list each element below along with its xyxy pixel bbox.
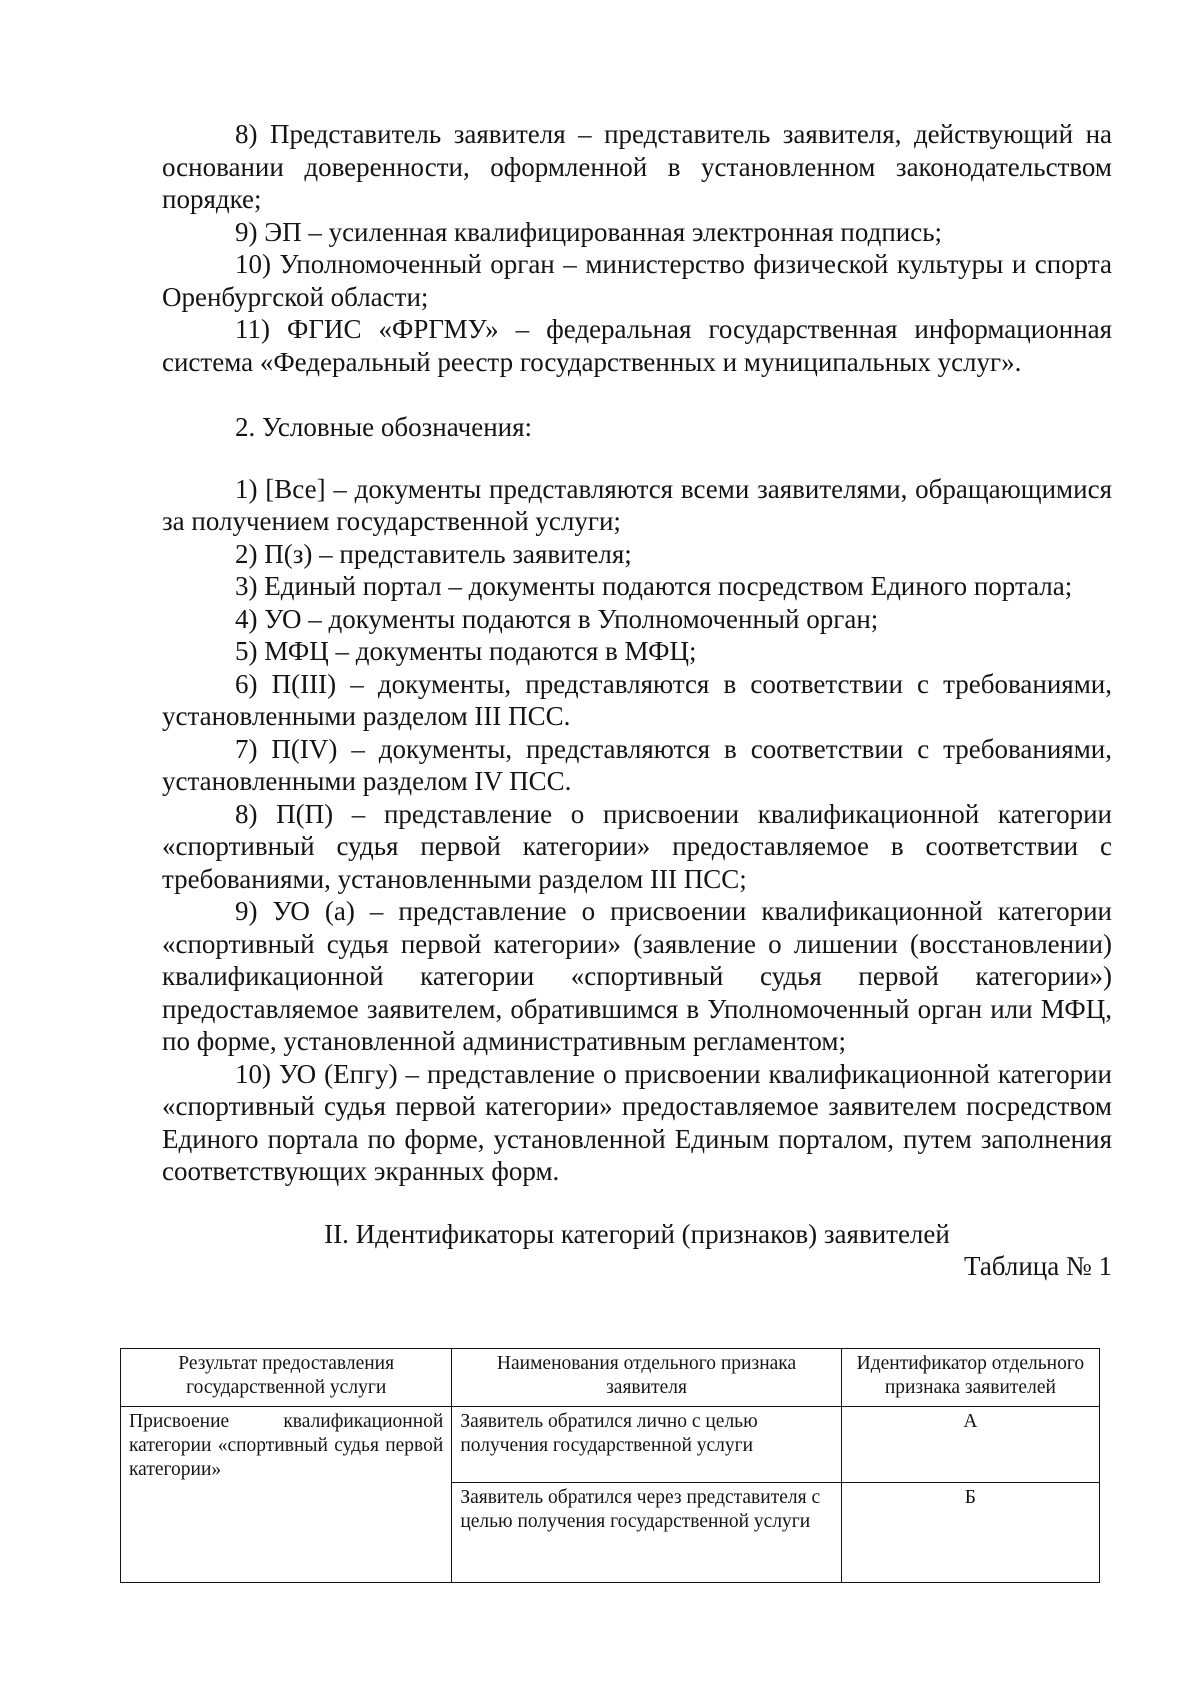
result-cell: Присвоение квалификационной категории «спортивный судья первой категории» (121, 1407, 452, 1583)
feature-cell: Заявитель обратился через представителя с целью получения государственной услуги (452, 1483, 841, 1583)
applicant-id-table (120, 1348, 1100, 1583)
header-feature: Наименования отдельного признака заявителя (452, 1349, 841, 1407)
section-2-heading: 2. Условные обозначения: (235, 412, 533, 442)
section-title: II. Идентификаторы категорий (признаков) заявителей (324, 1218, 950, 1249)
feature-cell: Заявитель обратился лично с целью получения государственной услуги (452, 1407, 841, 1483)
paragraph-authorized-body: 10) Уполномоченный орган – министерство физической культуры и спорта Оренбургской области; (162, 249, 1112, 312)
legend-item-all: 1) [Все] – документы представляются всеми заявителями, обращающимися за получением государственной услуги; (162, 473, 1112, 536)
legend-item-representative: 2) П(з) – представитель заявителя; (235, 538, 632, 569)
legend-item-p-iv: 7) П(IV) – документы, представляются в соответствии с требованиями, установленными разделом IV ПСС. (162, 733, 1112, 796)
header-result: Результат предоставления государственной услуги (121, 1349, 452, 1407)
table-header-row (121, 1349, 1100, 1407)
paragraph-fgis: 11) ФГИС «ФРГМУ» – федеральная государственная информационная система «Федеральный реестр государственных и муниципальных услуг». (162, 314, 1112, 377)
legend-item-p-iii: 6) П(III) – документы, представляются в соответствии с требованиями, установленными разделом III ПСС. (162, 668, 1112, 731)
identifier-cell: Б (841, 1483, 1099, 1583)
legend-item-mfc: 5) МФЦ – документы подаются в МФЦ; (235, 636, 697, 666)
table-row (121, 1407, 1100, 1483)
header-identifier: Идентификатор отдельного признака заявителей (841, 1349, 1099, 1407)
legend-item-uo-a: 9) УО (а) – представление о присвоении квалификационной категории «спортивный судья первой категории» (заявление о лишении (восстановлении) квалификационной категории «спортивный судья первой категории») предоставляемое заявителем, обратившимся в Уполномоченный орган или МФЦ, по форме, установленной административным регламентом; (162, 896, 1112, 1056)
table-caption: Таблица № 1 (964, 1251, 1112, 1281)
legend-item-p-p: 8) П(П) – представление о присвоении квалификационной категории «спортивный судья первой категории» предоставляемое в соответствии с требованиями, установленными разделом III ПСС; (162, 798, 1112, 894)
document-body (162, 118, 1112, 1283)
paragraph-ep: 9) ЭП – усиленная квалифицированная электронная подпись; (235, 216, 943, 247)
legend-item-portal: 3) Единый портал – документы подаются посредством Единого портала; (235, 571, 1073, 601)
paragraph-representative: 8) Представитель заявителя – представитель заявителя, действующий на основании доверенности, оформленной в установленном законодательством порядке; (162, 119, 1112, 214)
identifier-cell: А (841, 1407, 1099, 1483)
legend-item-uo-epgu: 10) УО (Епгу) – представление о присвоении квалификационной категории «спортивный судья первой категории» предоставляемое заявителем посредством Единого портала по форме, установленной Единым порталом, путем заполнения соответствующих экранных форм. (162, 1058, 1112, 1186)
legend-item-uo: 4) УО – документы подаются в Уполномоченный орган; (235, 603, 879, 634)
